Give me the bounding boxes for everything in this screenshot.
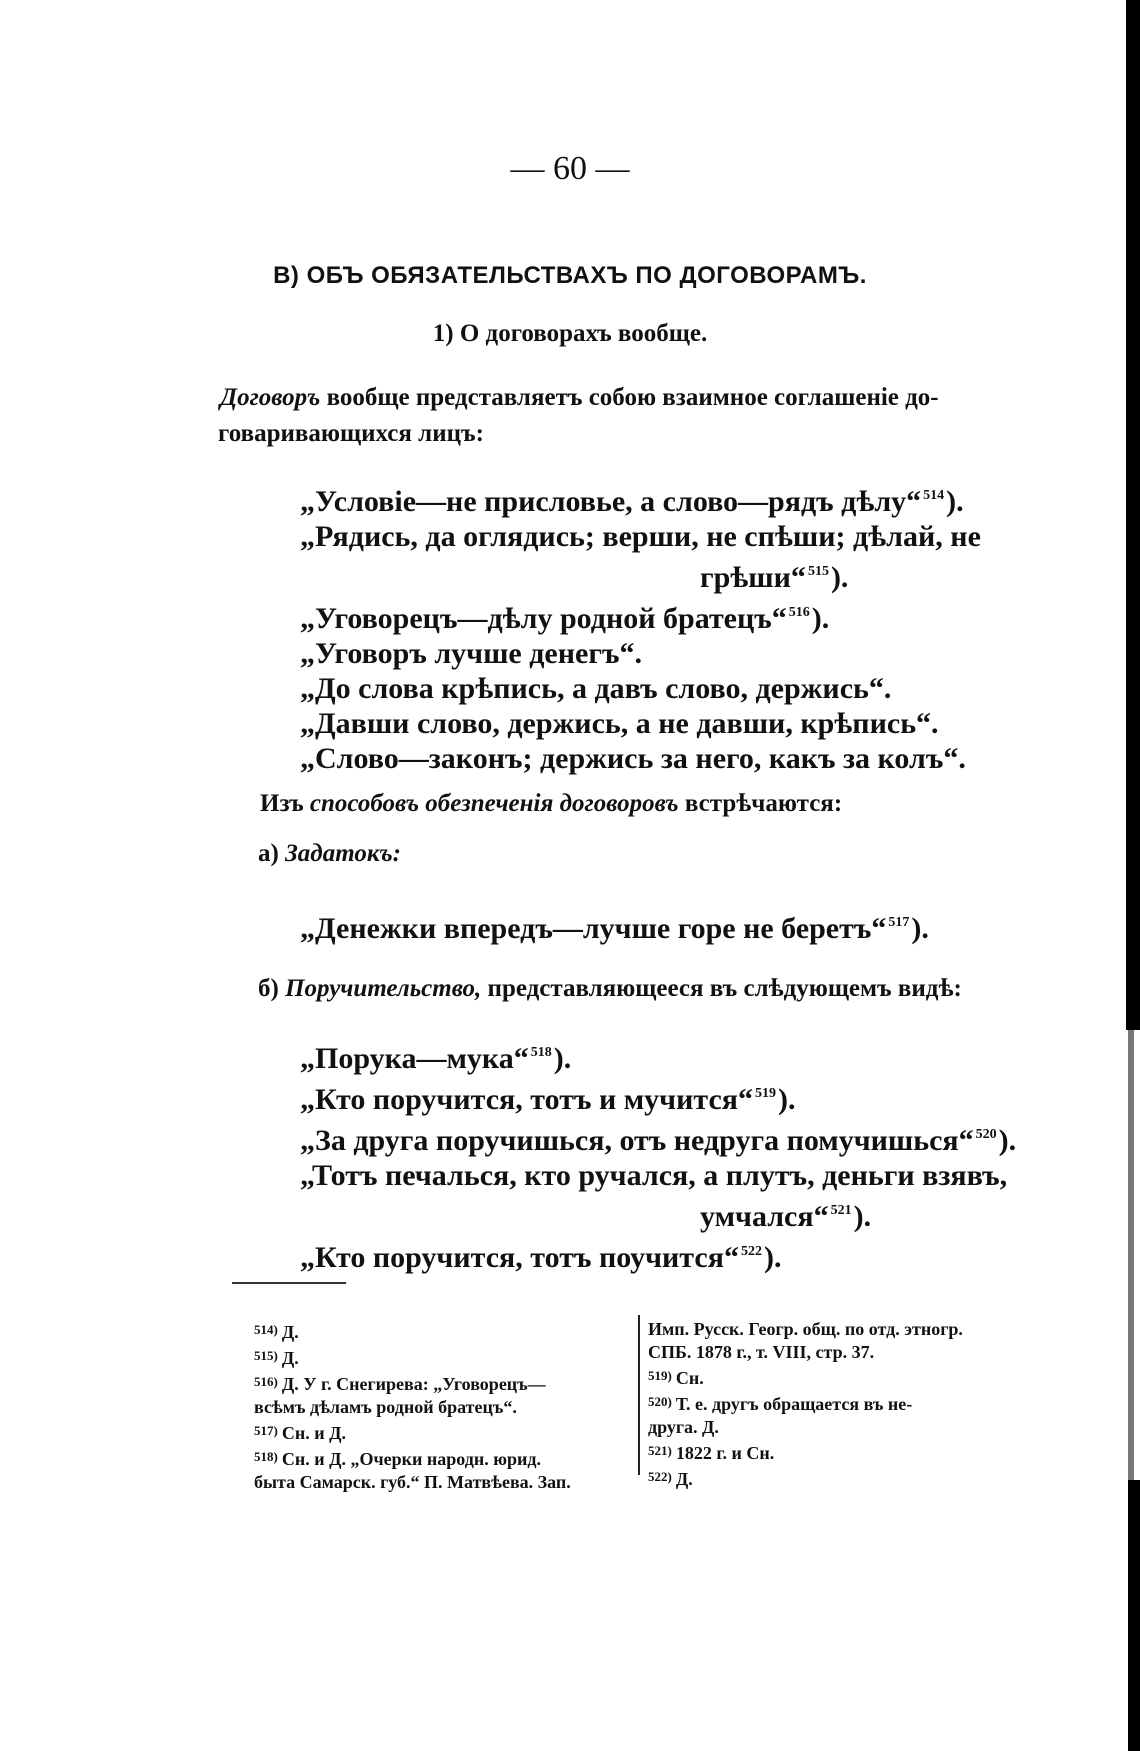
- proverb-line: [300, 1158, 1050, 1193]
- footnote-number: 517): [254, 1423, 278, 1438]
- footnote-text: Д.: [281, 1322, 299, 1342]
- proverb-line: [300, 905, 1050, 946]
- footnote-number: 516): [254, 1374, 278, 1389]
- proverb-text: умчался“: [700, 1200, 829, 1233]
- footnote-text: быта Самарск. губ.“ П. Матвѣева. Зап.: [254, 1472, 571, 1492]
- footnote-number: 514): [254, 1322, 278, 1337]
- footnote-line: [648, 1416, 1048, 1439]
- ways-before: Изъ: [260, 790, 304, 817]
- footnote-line: [254, 1396, 634, 1419]
- proverb-line: [300, 1076, 1050, 1117]
- proverb-text: „Рядись, да оглядись; верши, не спѣши; дѣлай, не: [300, 520, 981, 553]
- footnote-line: [254, 1445, 634, 1471]
- footnote-number: 519): [648, 1368, 672, 1383]
- proverb-tail: ).: [946, 485, 964, 518]
- footnote-number: 521): [648, 1443, 672, 1458]
- item-b-term: Поручительство,: [285, 975, 482, 1002]
- proverb-text: „За друга поручишься, отъ недруга помучишься“: [300, 1124, 974, 1157]
- proverb-text: „До слова крѣпись, а давъ слово, держись“.: [300, 672, 892, 705]
- item-a: [258, 840, 401, 868]
- footnote-ref: 520: [975, 1127, 997, 1142]
- proverb-line: [300, 554, 1050, 595]
- proverb-line: [300, 478, 1050, 519]
- proverbs-contracts: [300, 478, 1050, 776]
- proverb-line: [300, 671, 1050, 706]
- footnote-line: [254, 1318, 634, 1344]
- footnote-line: [648, 1465, 1048, 1491]
- footnote-ref: 516: [788, 605, 810, 620]
- footnote-text: Д.: [675, 1469, 693, 1489]
- footnote-ref: 515: [807, 564, 829, 579]
- proverb-tail: ).: [853, 1200, 872, 1233]
- proverb-line: [300, 706, 1050, 741]
- proverb-text: „Кто поручится, тотъ и мучится“: [300, 1083, 754, 1116]
- footnote-line: [648, 1364, 1048, 1390]
- footnote-rule: [232, 1282, 346, 1284]
- footnote-text: 1822 г. и Сн.: [675, 1443, 775, 1463]
- footnote-line: [648, 1439, 1048, 1465]
- proverb-text: „Уговоръ лучше денегъ“.: [300, 637, 642, 670]
- page-number: — 60 —: [510, 150, 630, 187]
- footnote-text: всѣмъ дѣламъ родной братецъ“.: [254, 1397, 517, 1417]
- proverb-line: [300, 1117, 1050, 1158]
- footnote-line: [254, 1344, 634, 1370]
- proverb-line: [300, 1193, 1050, 1234]
- item-a-term: Задатокъ:: [285, 840, 401, 867]
- footnote-text: Т. е. другъ обращается въ не-: [675, 1394, 913, 1414]
- item-b-label: б): [258, 975, 279, 1002]
- footnote-line: [254, 1370, 634, 1396]
- proverb-tail: ).: [778, 1083, 796, 1116]
- footnote-number: 515): [254, 1348, 278, 1363]
- proverb-deposit: [300, 905, 1050, 946]
- proverb-line: [300, 636, 1050, 671]
- footnote-text: Сн. и Д. „Очерки народн. юрид.: [281, 1449, 541, 1469]
- proverb-tail: ).: [811, 602, 830, 635]
- proverbs-surety: [300, 1035, 1050, 1275]
- footnote-ref: 522: [740, 1244, 762, 1259]
- ways-term: способовъ обезпеченія договоровъ: [309, 790, 679, 817]
- page-edge-shadow-bottom: [1128, 1480, 1140, 1751]
- footnotes-right-column: [648, 1318, 1048, 1491]
- footnote-ref: 519: [755, 1086, 777, 1101]
- proverb-text: „Уговорецъ—дѣлу родной братецъ“: [300, 602, 787, 635]
- proverb-tail: ).: [553, 1042, 572, 1075]
- intro-term: Договоръ: [220, 384, 321, 411]
- proverb-text: „Кто поручится, тотъ поучится“: [300, 1241, 739, 1274]
- footnote-text: Сн.: [675, 1368, 704, 1388]
- footnote-number: 522): [648, 1469, 672, 1484]
- proverb-text: „Условіе—не присловье, а слово—рядъ дѣлу“: [300, 485, 922, 518]
- proverb-tail: ).: [830, 561, 849, 594]
- footnote-line: [648, 1318, 1048, 1341]
- footnotes-left-column: [254, 1318, 634, 1494]
- item-b: [258, 975, 962, 1003]
- proverb-line: [300, 595, 1050, 636]
- proverb-tail: ).: [763, 1241, 782, 1274]
- proverb-line: [300, 741, 1050, 776]
- proverb-tail: ).: [998, 1124, 1017, 1157]
- ways-intro: [260, 790, 842, 818]
- proverb-tail: ).: [911, 912, 929, 945]
- footnote-ref: 517: [888, 915, 910, 930]
- proverb-line: [300, 1035, 1050, 1076]
- footnote-ref: 514: [923, 488, 945, 503]
- footnote-number: 518): [254, 1449, 278, 1464]
- footnote-text: Имп. Русск. Геогр. общ. по отд. этногр.: [648, 1319, 963, 1339]
- footnote-line: [254, 1471, 634, 1494]
- page-edge-shadow-mid: [1128, 1030, 1134, 1480]
- ways-after: встрѣчаются:: [684, 790, 843, 817]
- intro-paragraph: [220, 380, 1040, 452]
- section-heading: В) ОБЪ ОБЯЗАТЕЛЬСТВАХЪ ПО ДОГОВОРАМЪ.: [273, 262, 867, 289]
- proverb-text: „Давши слово, держись, а не давши, крѣпись“.: [300, 707, 939, 740]
- intro-line-2: говаривающихся лицъ:: [218, 420, 484, 447]
- footnote-line: [648, 1341, 1048, 1364]
- item-b-rest: представляющееся въ слѣдующемъ видѣ:: [487, 975, 962, 1002]
- proverb-line: [300, 1234, 1050, 1275]
- footnote-number: 520): [648, 1394, 672, 1409]
- footnote-line: [254, 1419, 634, 1445]
- proverb-text: „Слово—законъ; держись за него, какъ за колъ“.: [300, 742, 966, 775]
- footnote-text: СПБ. 1878 г., т. VIII, стр. 37.: [648, 1342, 875, 1362]
- intro-line-1: вообще представляетъ собою взаимное соглашеніе до-: [326, 384, 939, 411]
- footnote-ref: 521: [830, 1203, 852, 1218]
- proverb-line: [300, 519, 1050, 554]
- proverb-text: „Денежки впередъ—лучше горе не беретъ“: [300, 912, 887, 945]
- item-a-label: а): [258, 840, 279, 867]
- proverb-text: грѣши“: [700, 561, 806, 594]
- proverb-text: „Порука—мука“: [300, 1042, 529, 1075]
- sub-heading: 1) О договорахъ вообще.: [432, 320, 708, 347]
- footnote-column-divider: [638, 1315, 640, 1475]
- footnote-ref: 518: [530, 1045, 552, 1060]
- footnote-text: Сн. и Д.: [281, 1423, 346, 1443]
- proverb-text: „Тотъ печалься, кто ручался, а плутъ, деньги взявъ,: [300, 1159, 1008, 1192]
- footnote-text: Д. У г. Снегирева: „Уговорецъ—: [281, 1374, 546, 1394]
- footnote-line: [648, 1390, 1048, 1416]
- footnote-text: друга. Д.: [648, 1417, 719, 1437]
- footnote-text: Д.: [281, 1348, 299, 1368]
